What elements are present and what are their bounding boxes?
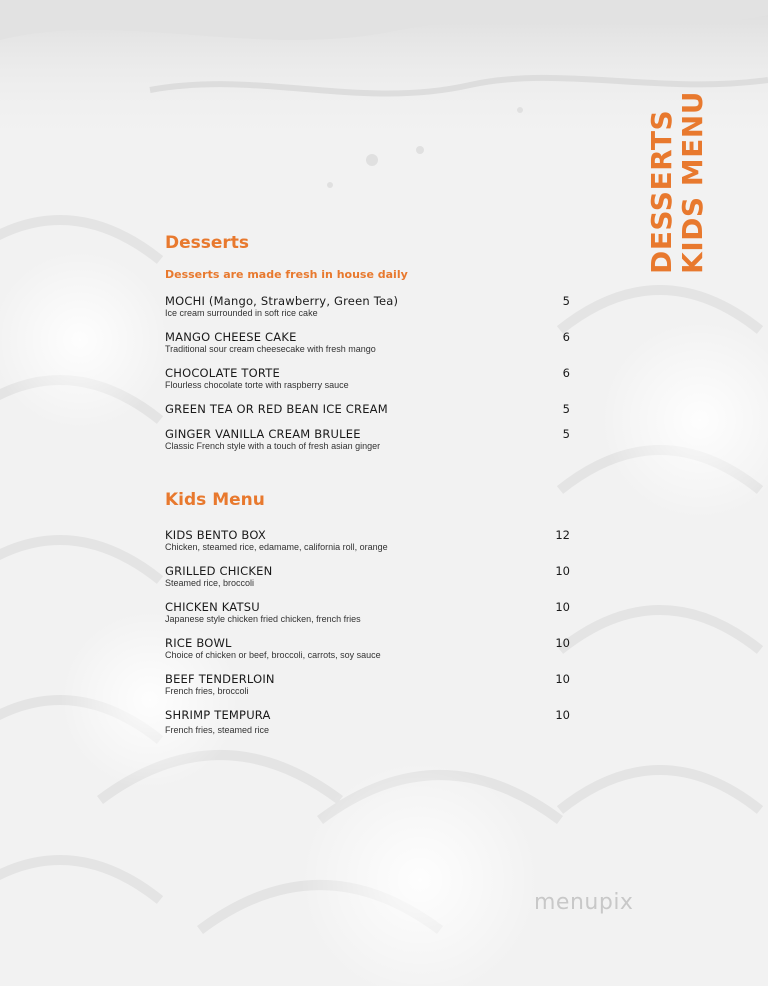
menu-item — [165, 330, 570, 366]
menu-content — [165, 228, 570, 744]
kids-menu-heading: Kids Menu — [165, 490, 265, 510]
item-description: Ice cream surrounded in soft rice cake — [165, 308, 318, 318]
menu-item — [165, 672, 570, 708]
menupix-watermark: menupix — [534, 890, 634, 915]
item-description: French fries, steamed rice — [165, 725, 270, 735]
desserts-list — [165, 294, 570, 463]
item-price: 10 — [555, 672, 570, 686]
item-description: French fries, broccoli — [165, 686, 249, 696]
item-name: SHRIMP TEMPURA — [165, 708, 271, 722]
item-name: RICE BOWL — [165, 636, 232, 650]
item-price: 10 — [555, 636, 570, 650]
item-description: Classic French style with a touch of fresh asian ginger — [165, 441, 381, 451]
menu-item — [165, 528, 570, 564]
desserts-heading: Desserts — [165, 233, 250, 253]
menu-item — [165, 402, 570, 427]
item-price: 10 — [555, 600, 570, 614]
vertical-title-kids-menu: KIDS MENU — [676, 91, 709, 274]
item-description: Traditional sour cream cheesecake with fresh mango — [165, 344, 376, 354]
item-description: Choice of chicken or beef, broccoli, carrots, soy sauce — [165, 650, 381, 660]
item-name: CHICKEN KATSU — [165, 600, 260, 614]
item-description: Japanese style chicken fried chicken, french fries — [165, 614, 361, 624]
item-description: Flourless chocolate torte with raspberry sauce — [165, 380, 349, 390]
menu-item — [165, 294, 570, 330]
item-price: 10 — [555, 564, 570, 578]
menu-item — [165, 427, 570, 463]
menu-item — [165, 636, 570, 672]
item-name: GINGER VANILLA CREAM BRULEE — [165, 427, 361, 441]
vertical-title-desserts: DESSERTS — [645, 109, 678, 274]
desserts-section — [165, 228, 570, 463]
menu-item — [165, 600, 570, 636]
item-name: KIDS BENTO BOX — [165, 528, 266, 542]
kids-menu-list — [165, 528, 570, 744]
item-name: MANGO CHEESE CAKE — [165, 330, 297, 344]
item-description: Steamed rice, broccoli — [165, 578, 255, 588]
item-name: GREEN TEA OR RED BEAN ICE CREAM — [165, 402, 388, 416]
menu-item — [165, 366, 570, 402]
menu-item — [165, 708, 570, 744]
menu-item — [165, 564, 570, 600]
kids-menu-section — [165, 485, 570, 744]
item-name: CHOCOLATE TORTE — [165, 366, 280, 380]
item-name: GRILLED CHICKEN — [165, 564, 273, 578]
item-price: 12 — [555, 528, 570, 542]
item-price: 5 — [562, 402, 570, 416]
item-price: 5 — [562, 294, 570, 308]
item-price: 5 — [562, 427, 570, 441]
item-name: BEEF TENDERLOIN — [165, 672, 275, 686]
item-price: 6 — [562, 330, 570, 344]
item-name: MOCHI (Mango, Strawberry, Green Tea) — [165, 294, 399, 308]
item-description: Chicken, steamed rice, edamame, california roll, orange — [165, 542, 388, 552]
item-price: 10 — [555, 708, 570, 722]
desserts-subtitle: Desserts are made fresh in house daily — [165, 268, 408, 281]
vertical-page-title — [645, 91, 709, 274]
item-price: 6 — [562, 366, 570, 380]
